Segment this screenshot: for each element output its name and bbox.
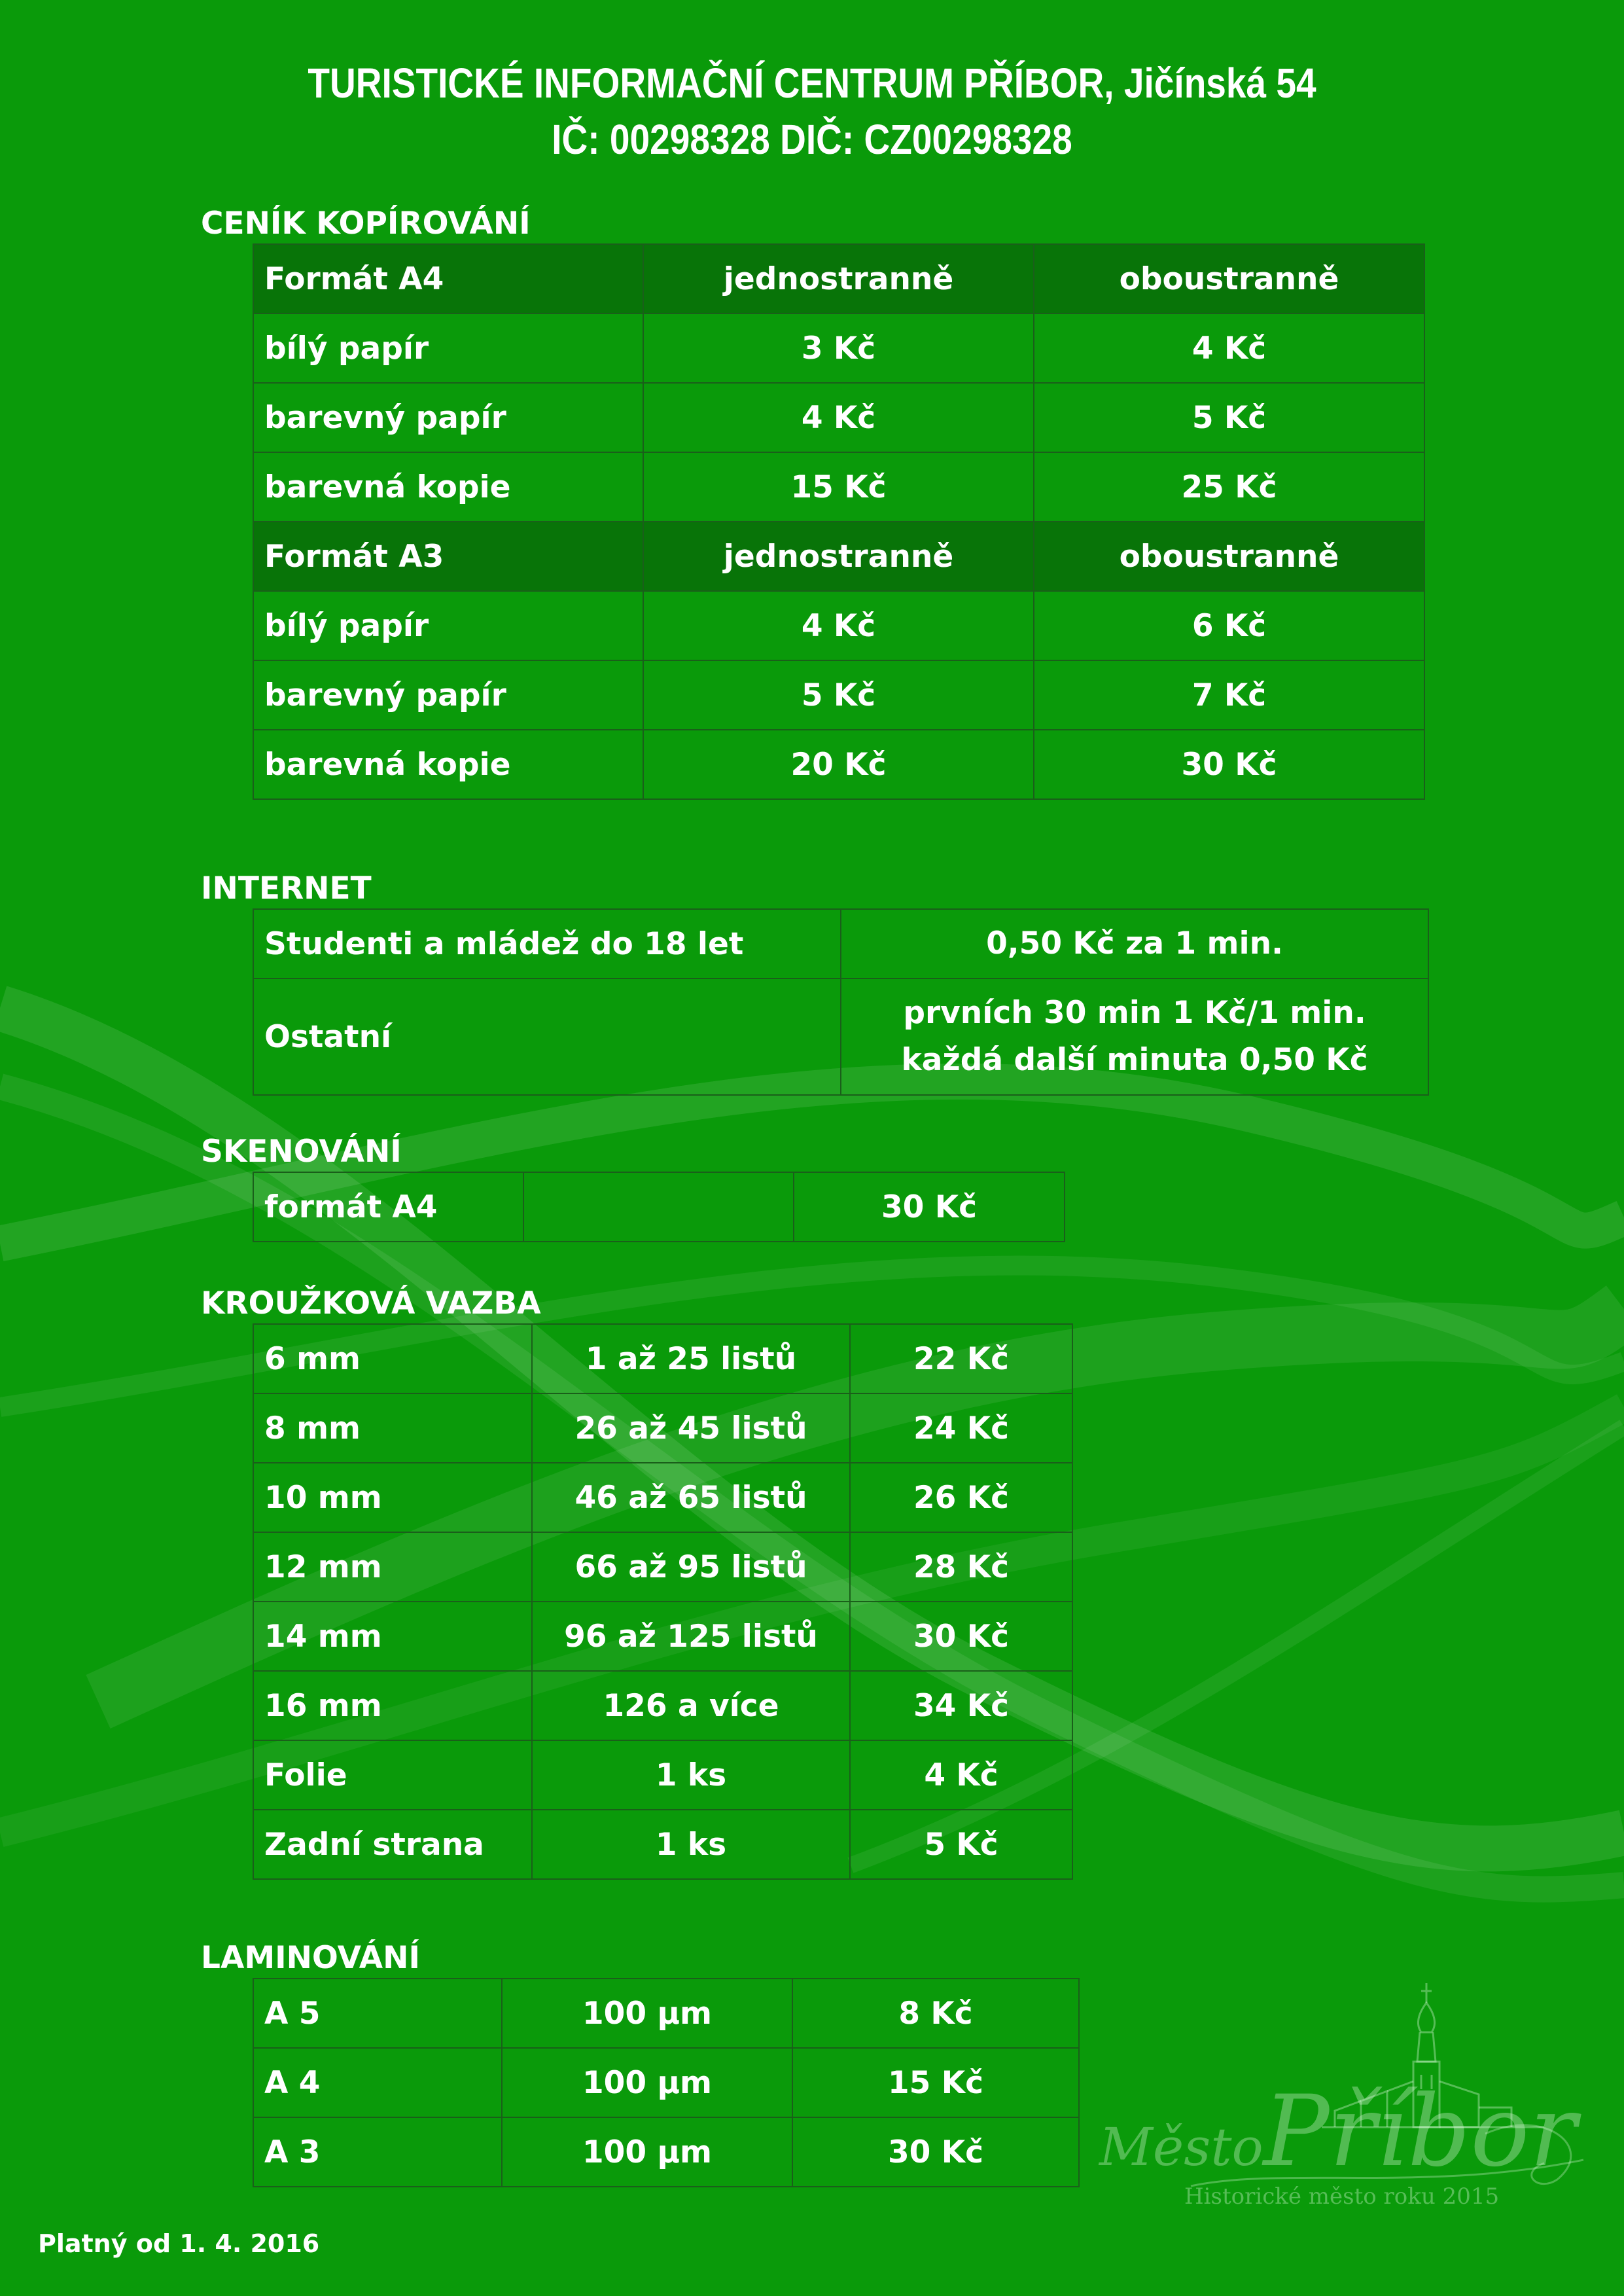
copying-price-table [253,243,1425,800]
logo-tagline: Historické město roku 2015 [1184,2183,1500,2210]
internet-price-table [253,908,1429,1096]
format-cell: A 4 [253,2048,502,2117]
sheets-cell: 96 až 125 listů [532,1602,850,1671]
size-cell: 12 mm [253,1532,532,1602]
header-cell: jednostranně [643,522,1034,591]
size-cell: 10 mm [253,1463,532,1532]
mesto-pribor-logo [1086,1977,1603,2225]
price-cell: 30 Kč [792,2117,1079,2187]
price-cell: 5 Kč [643,660,1034,730]
header-title: TURISTICKÉ INFORMAČNÍ CENTRUM PŘÍBOR, Jičínská 54 [308,60,1316,107]
thickness-cell: 100 µm [502,1979,792,2048]
item-cell: barevný papír [253,660,643,730]
table-row [253,978,1428,1095]
sheets-cell: 1 až 25 listů [532,1324,850,1393]
table-row [253,1810,1072,1879]
laminating-section-title: LAMINOVÁNÍ [201,1940,420,1976]
price-cell: 3 Kč [643,314,1034,383]
header-cell: oboustranně [1034,244,1424,314]
internet-section-title: INTERNET [201,870,372,906]
price-cell: 4 Kč [850,1740,1072,1810]
sheets-cell: 46 až 65 listů [532,1463,850,1532]
scanning-section-title: SKENOVÁNÍ [201,1134,402,1170]
empty-cell [523,1172,794,1242]
sheets-cell: 1 ks [532,1810,850,1879]
price-cell: 6 Kč [1034,591,1424,660]
price-line: 0,50 Kč za 1 min. [986,925,1283,961]
item-cell: barevná kopie [253,730,643,799]
sheets-cell: 126 a více [532,1671,850,1740]
size-cell: 8 mm [253,1393,532,1463]
sheets-cell: 66 až 95 listů [532,1532,850,1602]
table-row [253,1172,1065,1242]
table-row [253,1979,1079,2048]
price-cell: 20 Kč [643,730,1034,799]
size-cell: 6 mm [253,1324,532,1393]
table-row [253,1324,1072,1393]
format-cell: A 5 [253,1979,502,2048]
table-row [253,1740,1072,1810]
table-row [253,660,1424,730]
header-cell: Formát A3 [253,522,643,591]
price-cell [841,909,1428,978]
table-row [253,1393,1072,1463]
table-row [253,1532,1072,1602]
item-cell: bílý papír [253,591,643,660]
header-cell: Formát A4 [253,244,643,314]
thickness-cell: 100 µm [502,2048,792,2117]
price-cell: 4 Kč [1034,314,1424,383]
table-header-row [253,522,1424,591]
header-cell: oboustranně [1034,522,1424,591]
price-line: každá další minuta 0,50 Kč [901,1042,1368,1078]
table-row [253,2048,1079,2117]
price-cell: 28 Kč [850,1532,1072,1602]
price-cell: 5 Kč [850,1810,1072,1879]
table-row [253,730,1424,799]
price-cell [841,978,1428,1095]
price-cell: 15 Kč [792,2048,1079,2117]
price-line: prvních 30 min 1 Kč/1 min. [903,995,1366,1031]
price-cell: 30 Kč [1034,730,1424,799]
logo-wordmark-large: Příbor [1263,2075,1577,2189]
price-cell: 22 Kč [850,1324,1072,1393]
document-header [114,55,1511,168]
valid-from-note: Platný od 1. 4. 2016 [38,2229,320,2258]
item-cell: barevná kopie [253,452,643,522]
price-cell: 30 Kč [794,1172,1065,1242]
price-cell: 30 Kč [850,1602,1072,1671]
logo-wordmark [1099,2075,1576,2189]
size-cell: Zadní strana [253,1810,532,1879]
logo-wordmark-small: Město [1099,2117,1263,2178]
header-tax-ids: IČ: 00298328 DIČ: CZ00298328 [552,116,1072,164]
laminating-price-table [253,1978,1080,2187]
table-row [253,452,1424,522]
thickness-cell: 100 µm [502,2117,792,2187]
copying-section-title: CENÍK KOPÍROVÁNÍ [201,206,531,242]
table-row [253,1463,1072,1532]
price-cell: 4 Kč [643,383,1034,452]
format-cell: A 3 [253,2117,502,2187]
price-cell: 26 Kč [850,1463,1072,1532]
scanning-price-table [253,1172,1065,1242]
sheets-cell: 1 ks [532,1740,850,1810]
price-cell: 25 Kč [1034,452,1424,522]
item-cell: bílý papír [253,314,643,383]
table-row [253,2117,1079,2187]
size-cell: 14 mm [253,1602,532,1671]
header-cell: jednostranně [643,244,1034,314]
table-row [253,591,1424,660]
item-cell: Studenti a mládež do 18 let [253,909,841,978]
price-cell: 34 Kč [850,1671,1072,1740]
table-header-row [253,244,1424,314]
price-cell: 15 Kč [643,452,1034,522]
table-row [253,314,1424,383]
binding-section-title: KROUŽKOVÁ VAZBA [201,1285,541,1321]
price-cell: 8 Kč [792,1979,1079,2048]
item-cell: Ostatní [253,978,841,1095]
price-cell: 7 Kč [1034,660,1424,730]
table-row [253,1671,1072,1740]
table-row [253,383,1424,452]
size-cell: Folie [253,1740,532,1810]
price-cell: 4 Kč [643,591,1034,660]
table-row [253,909,1428,978]
item-cell: barevný papír [253,383,643,452]
price-cell: 5 Kč [1034,383,1424,452]
price-cell: 24 Kč [850,1393,1072,1463]
size-cell: 16 mm [253,1671,532,1740]
binding-price-table [253,1323,1073,1880]
item-cell: formát A4 [253,1172,523,1242]
table-row [253,1602,1072,1671]
sheets-cell: 26 až 45 listů [532,1393,850,1463]
